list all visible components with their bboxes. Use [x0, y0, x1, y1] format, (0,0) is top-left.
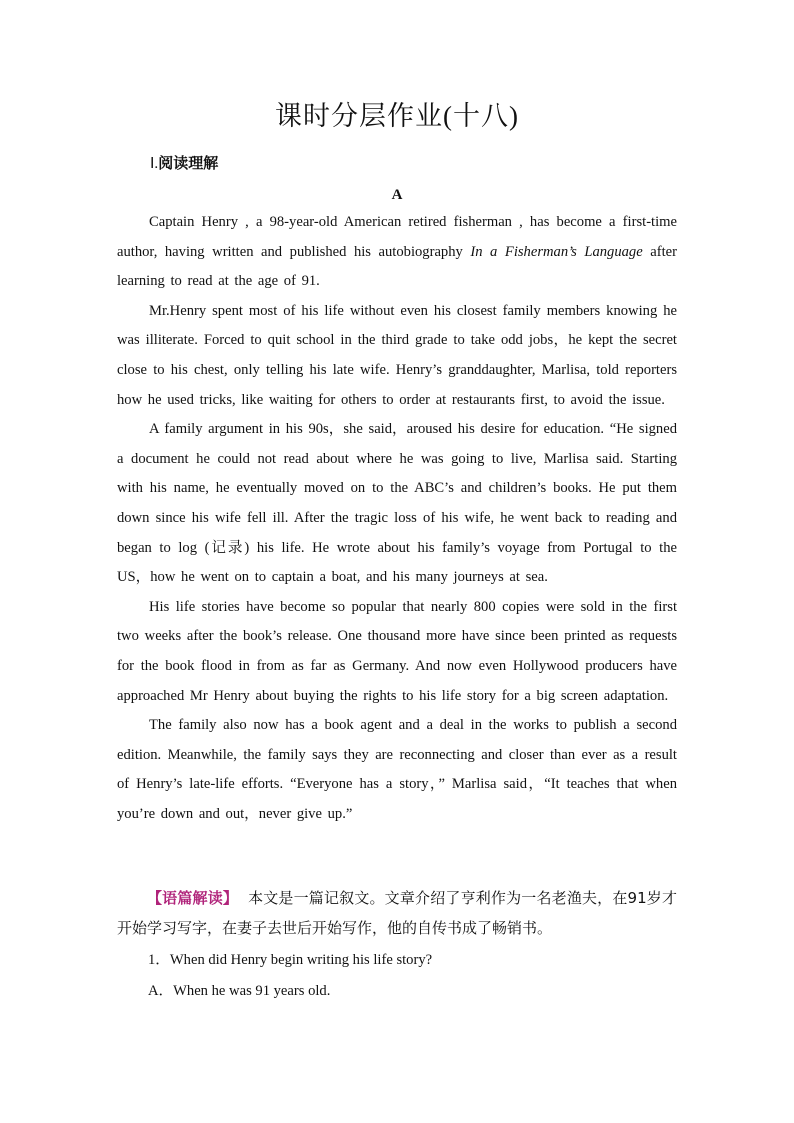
- question-1: 1．When did Henry begin writing his life story?: [148, 952, 433, 968]
- paragraph-text: Captain Henry , a 98-year-old American retired fisherman , has become a first-time author, having written and published his autobiography: [117, 214, 677, 260]
- passage-paragraph-4: His life stories have become so popular that nearly 800 copies were sold in the first two weeks after the book’s release. One thousand more have since been printed as requests for the book flood in from as far as Germany. And now even Hollywood producers have approached Mr Henry about buying the rights to his life story for a big screen adaptation.: [117, 598, 677, 704]
- passage-paragraph-5: The family also now has a book agent and a deal in the works to publish a second edition. Meanwhile, the family says they are reconnecting and closer than ever as a result of Henry’s late-life efforts. “Everyone has a story，” Marlisa said，“It teaches that when you’re down and out，never give up.”: [117, 717, 677, 822]
- reading-passage: [117, 208, 677, 829]
- passage-paragraph-3: A family argument in his 90s，she said，aroused his desire for education. “He signed a document he could not read about where he was going to live, Marlisa said. Starting with his name, he eventually moved on to the ABC’s and children’s books. He put them down since his wife fell ill. After the tragic loss of his wife, he went back to reading and began to log (记录) his life. He wrote about his family’s voyage from Portugal to the US，how he went on to captain a boat, and his many journeys at sea.: [117, 421, 677, 586]
- page-title: 课时分层作业(十八): [275, 101, 519, 131]
- analysis-tag: 【语篇解读】: [147, 889, 239, 907]
- passage-label: A: [391, 187, 403, 203]
- section-title: 阅读理解: [158, 154, 219, 172]
- question-1-option-a: A．When he was 91 years old.: [148, 983, 331, 999]
- analysis-text: 本文是一篇记叙文。文章介绍了亨利作为一名老渔夫，在91岁才开始学习写字，在妻子去世后开始写作，他的自传书成了畅销书。: [117, 889, 677, 937]
- book-title: In a Fisherman’s Language: [470, 243, 643, 260]
- section-heading: [150, 152, 218, 175]
- passage-paragraph-2: Mr.Henry spent most of his life without even his closest family members knowing he was illiterate. Forced to quit school in the third grade to take odd jobs，he kept the secret close to his chest, only telling his late wife. Henry’s granddaughter, Marlisa, told reporters how he used tricks, like waiting for others to order at restaurants first, to avoid the issue.: [117, 302, 677, 408]
- paragraph-text: after learning to read at the age of 91.: [117, 243, 677, 290]
- section-number: Ⅰ.: [150, 156, 159, 172]
- passage-paragraph-1: [117, 208, 677, 297]
- passage-analysis: [117, 883, 677, 943]
